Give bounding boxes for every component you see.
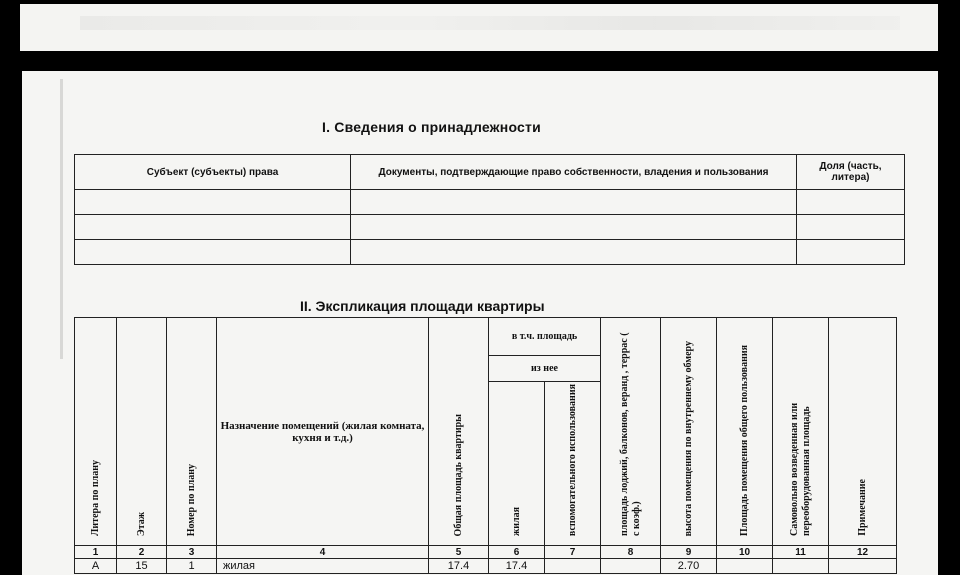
header-purpose: Назначение помещений (жилая комната, кухня и т.д.) (217, 318, 429, 546)
cell-aux (545, 559, 601, 574)
table-cell (797, 215, 905, 240)
column-number: 8 (601, 546, 661, 559)
column-number: 3 (167, 546, 217, 559)
faded-text (80, 16, 900, 30)
header-auxiliary: вспомогательного использования (545, 382, 601, 546)
header-floor: Этаж (117, 318, 167, 546)
header-common: Площадь помещения общего пользования (717, 318, 773, 546)
header-total-area: Общая площадь квартиры (429, 318, 489, 546)
column-number: 9 (661, 546, 717, 559)
table-row (75, 559, 897, 574)
cell-height: 2.70 (661, 559, 717, 574)
header-room-no: Номер по плану (167, 318, 217, 546)
column-number: 4 (217, 546, 429, 559)
cell-purpose: жилая (217, 559, 429, 574)
table-cell (351, 215, 797, 240)
table-cell (351, 240, 797, 265)
table-cell (797, 190, 905, 215)
table-cell (351, 190, 797, 215)
column-number: 1 (75, 546, 117, 559)
column-number: 6 (489, 546, 545, 559)
header-note: Примечание (829, 318, 897, 546)
cell-loggia (601, 559, 661, 574)
cell-room-no: 1 (167, 559, 217, 574)
table-cell (75, 240, 351, 265)
column-number: 5 (429, 546, 489, 559)
header-living: жилая (489, 382, 545, 546)
header-unauthorized: Самовольно возведенная или переоборудованная площадь (773, 318, 829, 546)
column-number: 7 (545, 546, 601, 559)
header-subject: Субъект (субъекты) права (75, 155, 351, 190)
column-numbers-row (75, 546, 897, 559)
page-gap (0, 51, 960, 71)
column-number: 11 (773, 546, 829, 559)
previous-page-edge (20, 4, 938, 51)
header-loggias: площадь лоджий, балконов, веранд , террас ( с коэф.) (601, 318, 661, 546)
cell-unauth (773, 559, 829, 574)
header-litera: Литера по плану (75, 318, 117, 546)
header-documents: Документы, подтверждающие право собственности, владения и пользования (351, 155, 797, 190)
column-number: 12 (829, 546, 897, 559)
column-number: 10 (717, 546, 773, 559)
explication-table (74, 317, 897, 574)
ownership-table (74, 154, 905, 265)
cell-total: 17.4 (429, 559, 489, 574)
header-of-which: из нее (489, 356, 601, 382)
header-share: Доля (часть, литера) (797, 155, 905, 190)
cell-note (829, 559, 897, 574)
section1-title: I. Сведения о принадлежности (322, 119, 541, 135)
column-number: 2 (117, 546, 167, 559)
table-cell (75, 215, 351, 240)
header-incl-area: в т.ч. площадь (489, 318, 601, 356)
cell-litera: А (75, 559, 117, 574)
cell-floor: 15 (117, 559, 167, 574)
section2-title: II. Экспликация площади квартиры (300, 298, 545, 314)
table-cell (797, 240, 905, 265)
header-height: высота помещения по внутреннему обмеру (661, 318, 717, 546)
cell-living: 17.4 (489, 559, 545, 574)
cell-common (717, 559, 773, 574)
table-cell (75, 190, 351, 215)
scan-shadow (60, 79, 63, 359)
document-page (22, 71, 938, 575)
